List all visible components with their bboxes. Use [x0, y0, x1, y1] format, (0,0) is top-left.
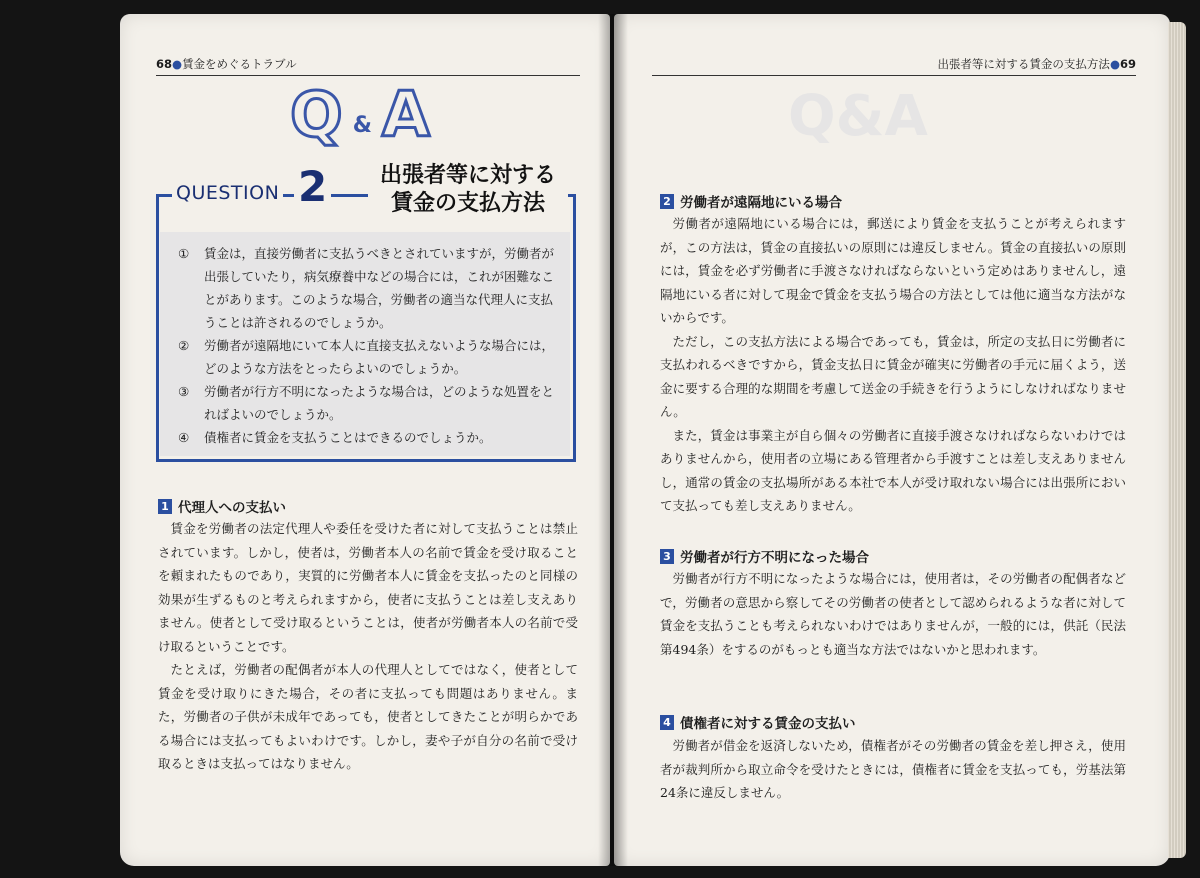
section-heading-3: [660, 546, 869, 566]
question-item: [178, 334, 558, 380]
running-head-left: [156, 56, 580, 76]
section-body-3: [660, 567, 1126, 661]
paragraph: 労働者が遠隔地にいる場合には，郵送により賃金を支払うことが考えられますが，この方法は，賃金の直接払いの原則には違反しません。賃金の直接払いの原則には，賃金を必ず労働者に手渡さなければならないという定めはありませんし，遠隔地にいる者に対して現金で賃金を支払う場合の方法としては他に適当な方法がないからです。: [660, 216, 1126, 325]
running-head-left-title: 賃金をめぐるトラブル: [182, 57, 297, 71]
section-heading-1: [158, 496, 286, 516]
section-heading-2: [660, 191, 842, 211]
question-item-number: ④: [178, 430, 190, 445]
question-item-text: 賃金は，直接労働者に支払うべきとされていますが，労働者が出張していたり，病気療養中などの場合には，これが困難なことがあります。このような場合，労働者の適当な代理人に支払うことは許されるのでしょうか。: [204, 246, 555, 330]
qa-logo-q: Q: [290, 78, 343, 151]
qa-logo: [290, 78, 430, 151]
paragraph: 賃金を労働者の法定代理人や委任を受けた者に対して支払うことは禁止されています。しかし，使者は，労働者本人の名前で賃金を受け取ることを頼まれたものであり，実質的に労働者本人に賃金を支払ったのと同様の効果が生ずるものと考えられますから，使者に支払うことは差し支えありません。使者として受け取るということは，使者が労働者本人の名前で受け取るということです。: [158, 521, 578, 654]
question-item-text: 労働者が遠隔地にいて本人に直接支払えないような場合には，どのような方法をとったらよいのでしょうか。: [204, 338, 555, 376]
question-item: [178, 380, 558, 426]
question-label: QUESTION: [172, 182, 283, 204]
page-number-left: 68: [156, 57, 173, 71]
question-list: [178, 242, 558, 449]
question-item-text: 債権者に賃金を支払うことはできるのでしょうか。: [204, 430, 492, 445]
question-header: [166, 162, 576, 228]
question-title-line2: 賃金の支払方法: [390, 191, 545, 216]
section-title: 労働者が行方不明になった場合: [680, 550, 869, 566]
paragraph: ただし，この支払方法による場合であっても，賃金は，所定の支払日に労働者に支払われるべきですから，賃金支払日に賃金が確実に労働者の手元に届くよう，送金に要する合理的な期間を考慮して送金の手続きを行うようにしなければなりません。: [660, 333, 1126, 419]
section-title: 債権者に対する賃金の支払い: [680, 716, 856, 732]
section-heading-4: [660, 712, 856, 732]
question-item: [178, 242, 558, 334]
running-head-right-title: 出張者等に対する賃金の支払方法: [937, 57, 1110, 71]
page-edges: [1168, 22, 1186, 858]
section-title: 代理人への支払い: [178, 500, 286, 516]
bullet-dot-icon: ●: [1109, 57, 1120, 71]
qa-logo-amp: &: [352, 113, 372, 138]
section-number-badge: 4: [660, 715, 674, 730]
page-number-right: 69: [1119, 57, 1136, 71]
section-number-badge: 1: [158, 499, 172, 514]
bullet-dot-icon: ●: [172, 57, 183, 71]
section-body-4: [660, 734, 1126, 805]
running-head-right: [652, 56, 1136, 76]
paragraph: また，賃金は事業主が自ら個々の労働者に直接手渡さなければならないわけではありませんから，使用者の立場にある管理者から手渡すことは差し支えありませんし，通常の賃金の支払場所がある本社で本人が受け取れない場合には出張所において支払っても差し支えありません。: [660, 427, 1126, 513]
section-body-2: [660, 212, 1126, 518]
section-body-1: [158, 517, 578, 776]
section-number-badge: 3: [660, 549, 674, 564]
question-item-number: ③: [178, 384, 190, 399]
question-item: [178, 426, 558, 449]
paragraph: 労働者が借金を返済しないため，債権者がその労働者の賃金を差し押さえ，使用者が裁判所から取立命令を受けたときには，債権者に賃金を支払っても，労基法第24条に違反しません。: [660, 738, 1126, 800]
paragraph: 労働者が行方不明になったような場合には，使用者は，その労働者の配偶者などで，労働者の意思から察してその労働者の使者として認められるような者に対して賃金を支払うことも考えられないわけではありませんが，一般的には，供託（民法第494条）をするのがもっとも適当な方法ではないかと思われます。: [660, 571, 1126, 657]
question-title: [368, 162, 568, 218]
question-item-text: 労働者が行方不明になったような場合は，どのような処置をとればよいのでしょうか。: [204, 384, 555, 422]
qa-logo-a: A: [381, 78, 430, 151]
question-item-number: ①: [178, 246, 190, 261]
question-item-number: ②: [178, 338, 190, 353]
question-number: 2: [294, 162, 331, 211]
question-title-line1: 出張者等に対する: [379, 163, 556, 188]
paragraph: たとえば，労働者の配偶者が本人の代理人としてではなく，使者として賃金を受け取りにきた場合，その者に支払っても問題はありません。また，労働者の子供が未成年であっても，使者としてきたことが明らかである場合には支払ってもよいわけです。しかし，妻や子が自分の名前で受け取るときは支払ってはなりません。: [158, 662, 578, 771]
section-title: 労働者が遠隔地にいる場合: [680, 195, 842, 211]
section-number-badge: 2: [660, 194, 674, 209]
